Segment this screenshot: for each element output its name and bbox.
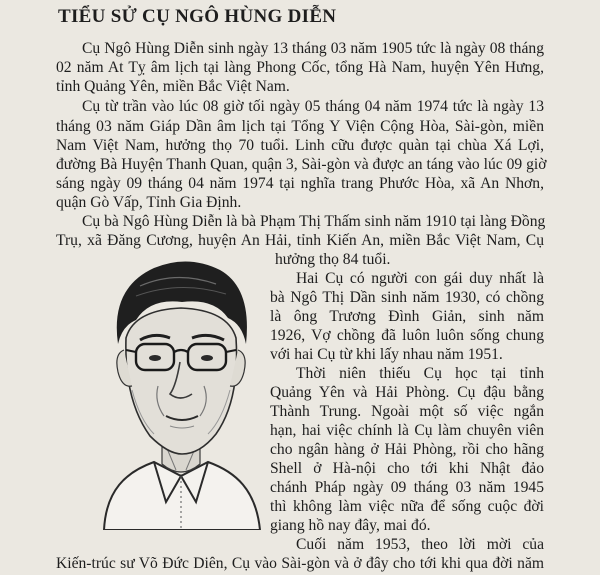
paragraph-line: Nam Việt Nam, hưởng thọ 70 tuổi. Linh cữu được quàn tại chùa Xá Lợi,	[56, 137, 544, 154]
paragraph-line: Quảng Yên và Hải Phòng. Cụ đậu bằng	[270, 384, 544, 401]
paragraph-line: 1926, Vợ chồng đã luôn luôn sống chung	[270, 327, 544, 344]
paragraph-line: cho ngân hàng ở Hải Phòng, rồi cho hãng	[270, 441, 544, 458]
paragraph-line: hưởng thọ 84 tuổi.	[275, 251, 391, 268]
paragraph-line: Hai Cụ có người con gái duy nhất là	[296, 270, 544, 287]
paragraph-line: Thời niên thiếu Cụ học tại tỉnh	[296, 365, 544, 382]
paragraph-line: quận Gò Vấp, Tỉnh Gia Định.	[56, 194, 242, 211]
paragraph-line: chánh Pháp ngày 09 tháng 03 năm 1945	[270, 479, 544, 496]
paragraph-line: 02 năm At Tỵ âm lịch tại làng Phong Cốc, tổng Hà Nam, huyện Yên Hưng,	[56, 59, 544, 76]
paragraph-line: Thành Trung. Ngoài một số việc ngắn	[270, 403, 544, 420]
paragraph-line: tháng 03 năm Giáp Dần âm lịch tại Tổng Y Viện Cộng Hòa, Sài-gòn, miền	[56, 118, 544, 135]
portrait-illustration	[96, 240, 266, 530]
paragraph-line: Shell ở Hà-nội cho tới khi Nhật đảo	[270, 460, 544, 477]
paragraph-line: đường Bà Huyện Thanh Quan, quận 3, Sài-gòn và được an táng vào lúc 09 giờ	[56, 156, 547, 173]
paragraph-line: sáng ngày 09 tháng 04 năm 1974 tại nghĩa trang Phước Hòa, xã An Nhơn,	[56, 175, 544, 192]
paragraph-line: Trụ, xã Đăng Cương, huyện An Hải, tỉnh Kiến An, miền Bắc Việt Nam, Cụ	[56, 232, 544, 249]
paragraph-line: là ông Trương Đình Giản, sinh năm	[270, 308, 544, 325]
paragraph-line: thì không làm việc nữa để sống cuộc đời	[270, 498, 544, 515]
paragraph-line: giang hồ nay đây, mai đó.	[270, 517, 431, 534]
paragraph-line: với hai Cụ từ khi lấy nhau năm 1951.	[270, 346, 503, 363]
paragraph-line: Cụ bà Ngô Hùng Diễn là bà Phạm Thị Thấm sinh năm 1910 tại làng Đồng	[82, 213, 546, 230]
page-title: TIỂU SỬ CỤ NGÔ HÙNG DIỄN	[58, 6, 337, 27]
paragraph-line: Kiến-trúc sư Võ Đức Diên, Cụ vào Sài-gòn và ở đây cho tới khi qua đời năm	[56, 555, 544, 572]
paragraph-line: Cụ từ trần vào lúc 08 giờ tối ngày 05 tháng 04 năm 1974 tức là ngày 13	[82, 98, 544, 115]
paragraph-line: tỉnh Quảng Yên, miền Bắc Việt Nam.	[56, 78, 290, 95]
paragraph-line: Cụ Ngô Hùng Diễn sinh ngày 13 tháng 03 năm 1905 tức là ngày 08 tháng	[82, 40, 544, 57]
paragraph-line: Cuối năm 1953, theo lời mời của	[296, 536, 544, 553]
paragraph-line: hạn, hai việc chính là Cụ làm chuyên viên	[270, 422, 544, 439]
paragraph-line: bà Ngô Thị Dần sinh năm 1930, có chồng	[270, 289, 544, 306]
